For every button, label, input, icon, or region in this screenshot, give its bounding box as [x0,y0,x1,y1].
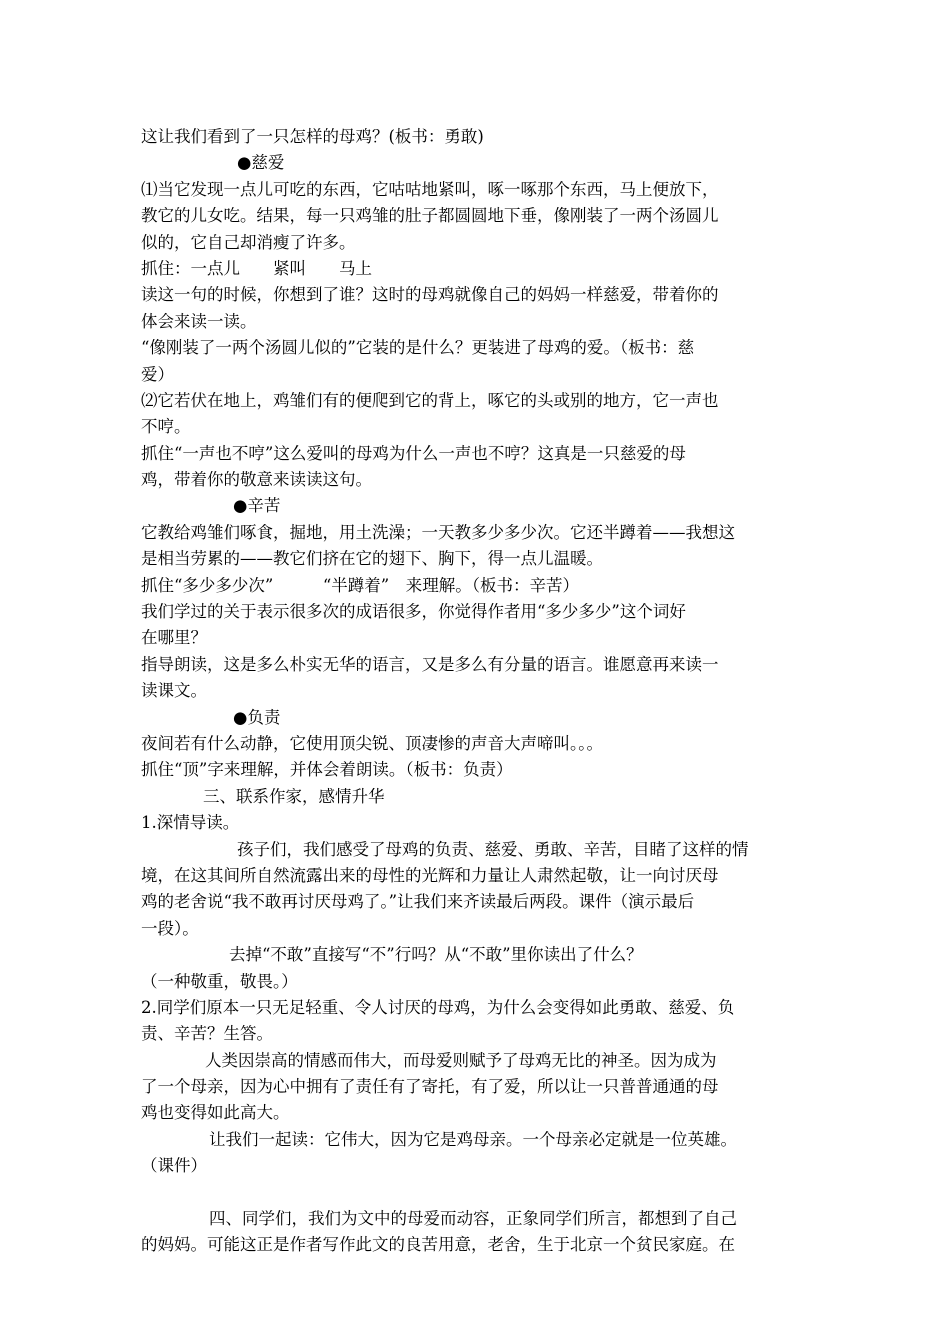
text-line: 指导朗读，这是多么朴实无华的语言，又是多么有分量的语言。谁愿意再来读一 [141,654,719,674]
text-line: （一种敬重，敬畏。） [141,971,298,991]
text-line: “像刚装了一两个汤圆儿似的”它装的是什么？更装进了母鸡的爱。（板书：慈 [141,338,695,358]
section-heading-ciai: ●慈爱 [237,153,285,173]
text-line: 一段）。 [141,918,199,938]
text-line: 让我们一起读：它伟大，因为它是鸡母亲。一个母亲必定就是一位英雄。 [209,1129,737,1149]
text-line: ⑵它若伏在地上，鸡雏们有的便爬到它的背上，啄它的头或别的地方，它一声也 [141,390,719,410]
text-line: 我们学过的关于表示很多次的成语很多，你觉得作者用“多少多少”这个词好 [141,602,686,622]
text-line: 责、辛苦？生答。 [141,1024,273,1044]
text-line: 夜间若有什么动静，它使用顶尖锐、顶凄惨的声音大声啼叫。。。 [141,733,603,753]
section-heading-xinku: ●辛苦 [233,496,281,516]
text-line: 在哪里？ [141,628,207,648]
text-line: 是相当劳累的——教它们挤在它的翅下、胸下，得一点儿温暖。 [141,549,603,569]
section-heading-three: 三、联系作家，感情升华 [203,786,385,806]
text-line: 似的，它自己却消瘦了许多。 [141,232,356,252]
body-text [141,124,801,1259]
text-line: 鸡的老舍说“我不敢再讨厌母鸡了。”让我们来齐读最后两段。课件（演示最后 [141,892,695,912]
text-line: 去掉“不敢”直接写“不”行吗？从“不敢”里你读出了什么？ [229,945,643,965]
text-line: 抓住：一点儿 紧叫 马上 [141,258,372,278]
text-line: 读这一句的时候，你想到了谁？这时的母鸡就像自己的妈妈一样慈爱，带着你的 [141,285,719,305]
text-line: 体会来读一读。 [141,311,257,331]
text-line: （课件） [141,1156,207,1176]
text-line: 这让我们看到了一只怎样的母鸡？(板书：勇敢) [141,127,484,146]
section-heading-four: 四、同学们，我们为文中的母爱而动容，正象同学们所言，都想到了自己 [209,1209,737,1229]
text-line: 1.深情导读。 [141,813,240,833]
text-line: 抓住“顶”字来理解，并体会着朗读。（板书：负责） [141,760,513,780]
text-line: 抓住“一声也不哼”这么爱叫的母鸡为什么一声也不哼？这真是一只慈爱的母 [141,443,686,463]
text-line: 了一个母亲，因为心中拥有了责任有了寄托，有了爱，所以让一只普普通通的母 [141,1077,719,1097]
text-line: 爱） [141,364,174,384]
text-line: 人类因崇高的情感而伟大，而母爱则赋予了母鸡无比的神圣。因为成为 [205,1050,717,1070]
text-line: ⑴当它发现一点儿可吃的东西，它咕咕地紧叫，啄一啄那个东西，马上便放下， [141,179,719,199]
blank-line [141,1180,801,1206]
text-line: 鸡也变得如此高大。 [141,1103,290,1123]
text-line: 的妈妈。可能这正是作者写作此文的良苦用意，老舍，生于北京一个贫民家庭。在 [141,1235,735,1255]
text-line: 教它的儿女吃。结果，每一只鸡雏的肚子都圆圆地下垂，像刚装了一两个汤圆儿 [141,206,719,226]
section-heading-fuze: ●负责 [233,707,281,727]
text-line: 不哼。 [141,417,191,437]
text-line: 2.同学们原本一只无足轻重、令人讨厌的母鸡，为什么会变得如此勇敢、慈爱、负 [141,997,735,1017]
text-line: 孩子们，我们感受了母鸡的负责、慈爱、勇敢、辛苦，目睹了这样的情 [237,839,749,859]
text-line: 它教给鸡雏们啄食，掘地，用土洗澡；一天教多少多少次。它还半蹲着——我想这 [141,522,735,542]
text-line: 鸡，带着你的敬意来读读这句。 [141,470,372,490]
text-line: 境，在这其间所自然流露出来的母性的光辉和力量让人肃然起敬，让一向讨厌母 [141,865,719,885]
text-line: 抓住“多少多少次” “半蹲着” 来理解。（板书：辛苦） [141,575,579,595]
text-line: 读课文。 [141,681,207,701]
